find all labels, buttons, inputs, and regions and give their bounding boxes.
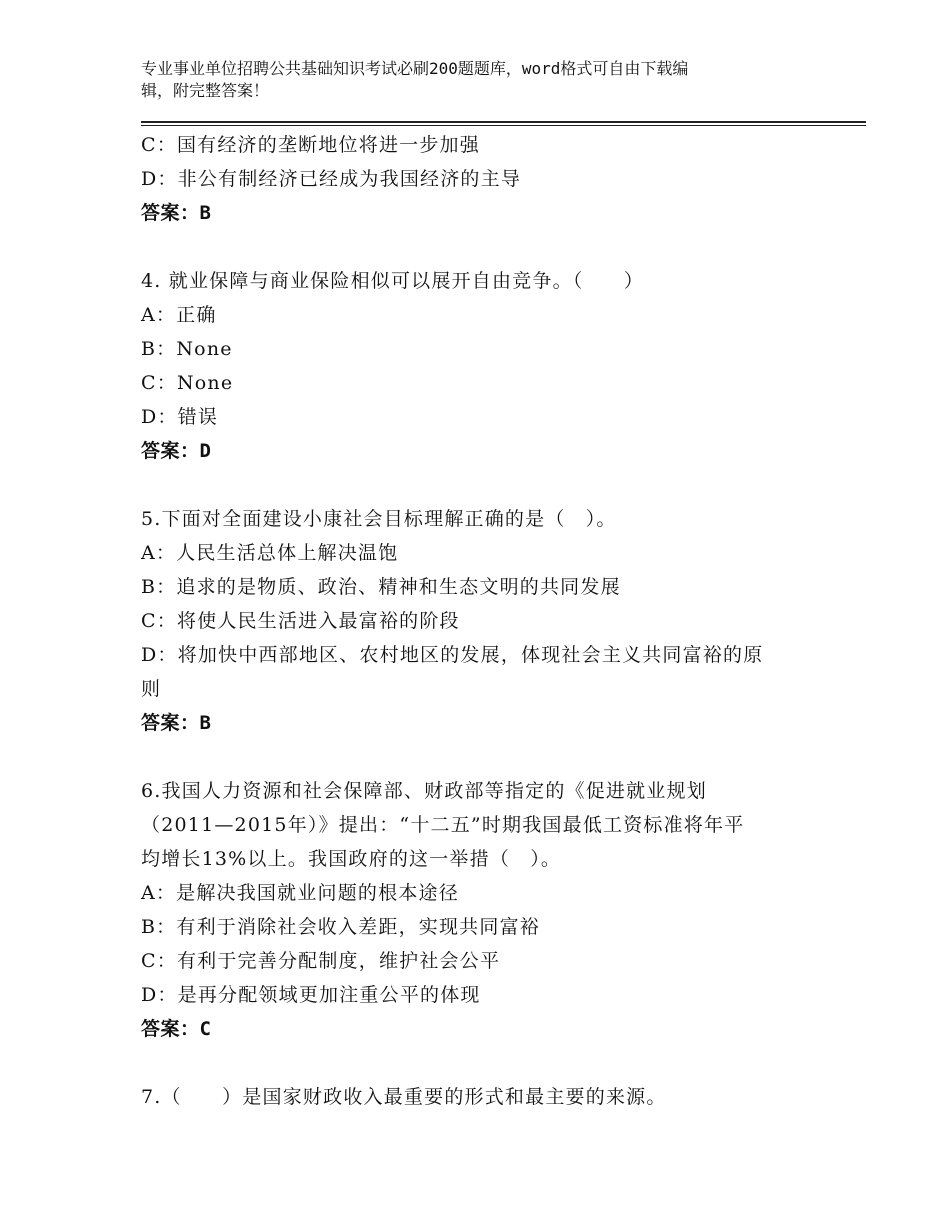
option-a: A：人民生活总体上解决温饱 [141, 542, 399, 564]
answer-label: 答案：B [141, 202, 212, 224]
header-divider-thin [141, 125, 866, 126]
option-c: C：国有经济的垄断地位将进一步加强 [141, 134, 480, 156]
question-4 [141, 264, 821, 468]
header-line-2: 辑，附完整答案！ [141, 81, 270, 100]
question-stem: 5.下面对全面建设小康社会目标理解正确的是（ ）。 [141, 508, 617, 530]
answer-label: 答案：C [141, 1018, 212, 1040]
question-6 [141, 774, 821, 1046]
option-d: D：是再分配领域更加注重公平的体现 [141, 984, 481, 1006]
question-7 [141, 1080, 821, 1114]
question-stem: 7.（ ）是国家财政收入最重要的形式和最主要的来源。 [141, 1086, 667, 1108]
question-stem-continued: （2011—2015年）》提出：“十二五”时期我国最低工资标准将年平 [141, 814, 745, 836]
document-header [141, 58, 801, 102]
option-a: A：正确 [141, 304, 217, 326]
option-b: B：有利于消除社会收入差距，实现共同富裕 [141, 916, 540, 938]
option-c: C：有利于完善分配制度，维护社会公平 [141, 950, 501, 972]
question-spacer [141, 1046, 821, 1080]
option-d: D：错误 [141, 406, 219, 428]
header-divider [141, 121, 866, 127]
option-d: D：非公有制经济已经成为我国经济的主导 [141, 168, 522, 190]
header-line-1: 专业事业单位招聘公共基础知识考试必刷200题题库，word格式可自由下载编 [141, 59, 689, 78]
question-spacer [141, 468, 821, 502]
question-stem: 6.我国人力资源和社会保障部、财政部等指定的《促进就业规划 [141, 780, 707, 802]
question-list [141, 128, 821, 1114]
option-b: B：None [141, 338, 233, 360]
option-c: C：将使人民生活进入最富裕的阶段 [141, 610, 460, 632]
question-spacer [141, 740, 821, 774]
option-c: C：None [141, 372, 234, 394]
question-spacer [141, 230, 821, 264]
option-a: A：是解决我国就业问题的根本途径 [141, 882, 459, 904]
question-5 [141, 502, 821, 740]
question-3-tail [141, 128, 821, 230]
answer-label: 答案：B [141, 712, 212, 734]
question-stem-continued: 均增长13%以上。我国政府的这一举措（ ）。 [141, 848, 562, 870]
option-d-continued: 则 [141, 678, 162, 700]
header-divider-thick [141, 121, 866, 123]
option-b: B：追求的是物质、政治、精神和生态文明的共同发展 [141, 576, 621, 598]
answer-label: 答案：D [141, 440, 212, 462]
question-stem: 4. 就业保障与商业保险相似可以展开自由竞争。（ ） [141, 270, 645, 292]
option-d: D：将加快中西部地区、农村地区的发展，体现社会主义共同富裕的原 [141, 644, 764, 666]
